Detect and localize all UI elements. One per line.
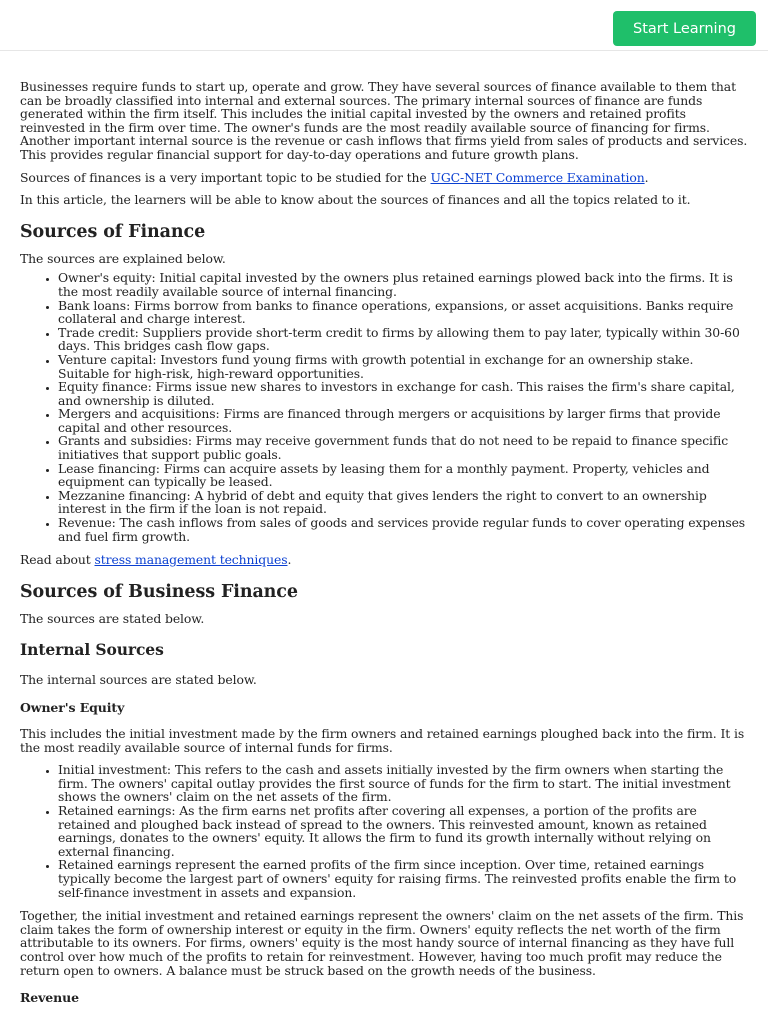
internal-sources-lead: The internal sources are stated below. <box>20 672 257 688</box>
sources-list <box>20 271 748 543</box>
read-about-paragraph <box>20 553 748 567</box>
intro-exam-end: . <box>644 169 649 185</box>
business-finance-heading: Sources of Business Finance <box>20 581 298 602</box>
ugc-net-link[interactable]: UGC-NET Commerce Examination <box>430 169 645 185</box>
intro-exam-text: Sources of finances is a very important topic to be studied for the <box>20 169 431 185</box>
read-about-end: . <box>287 552 292 568</box>
start-learning-button[interactable]: Start Learning <box>613 11 756 46</box>
list-item: • Trade credit: Suppliers provide short-term credit to firms by allowing them to pay later, typically within 30-60 days. This bridges cash flow gaps. <box>58 326 748 353</box>
list-item: • Retained earnings: As the firm earns net profits after covering all expenses, a portion of the profits are retained and ploughed back instead of spread to the owners. This reinvested amount, known as retained earnings, donates to the owners' equity. It allows the firm to fund its growth internally without relying on external financing. <box>58 804 748 858</box>
intro-article-paragraph: In this article, the learners will be able to know about the sources of finances and all the topics related to it. <box>20 192 691 208</box>
business-finance-lead: The sources are stated below. <box>20 610 205 626</box>
list-item: • Owner's equity: Initial capital invested by the owners plus retained earnings plowed back into the firms. It is the most readily available source of internal financing. <box>58 271 748 298</box>
list-item: • Retained earnings represent the earned profits of the firm since inception. Over time, retained earnings typically become the largest part of owners' equity for raising firms. The reinvested profits enable the firm to self-finance investment in assets and expansion. <box>58 858 748 899</box>
top-bar <box>0 0 768 51</box>
list-item: • Initial investment: This refers to the cash and assets initially invested by the firm owners when starting the firm. The owners' capital outlay provides the first source of funds for the firm to start. The initial investment shows the owners' claim on the net assets of the firm. <box>58 763 748 804</box>
internal-sources-heading: Internal Sources <box>20 640 164 660</box>
list-item: • Revenue: The cash inflows from sales of goods and services provide regular funds to cover operating expenses and fuel firm growth. <box>58 516 748 543</box>
list-item: • Mergers and acquisitions: Firms are financed through mergers or acquisitions by larger firms that provide capital and other resources. <box>58 407 748 434</box>
owners-equity-closing: Together, the initial investment and retained earnings represent the owners' claim on the net assets of the firm. This claim takes the form of ownership interest or equity in the firm. Owners' equity reflects the net worth of the firm attributable to its owners. For firms, owners' equity is the most handy source of internal financing as they have full control over how much of the profits to retain for reinvestment. However, having too much profit may reduce the return open to owners. A balance must be struck based on the growth needs of the business. <box>20 908 744 978</box>
owners-equity-heading: Owner's Equity <box>20 700 125 715</box>
read-about-text: Read about <box>20 552 95 568</box>
intro-exam-paragraph <box>20 171 748 185</box>
list-item: • Venture capital: Investors fund young firms with growth potential in exchange for an ownership stake. Suitable for high-risk, high-reward opportunities. <box>58 353 748 380</box>
owners-equity-lead: This includes the initial investment made by the firm owners and retained earnings ploughed back into the firm. It is the most readily available source of internal funds for firms. <box>20 726 745 755</box>
intro-paragraph: Businesses require funds to start up, operate and grow. They have several sources of finance available to them that can be broadly classified into internal and external sources. The primary internal sources of finance are funds generated within the firm itself. This includes the initial capital invested by the owners and retained profits reinvested in the firm over time. The owner's funds are the most readily available source of financing for firms. Another important internal source is the revenue or cash inflows that firms yield from sales of products and services. This provides regular financial support for day-to-day operations and future growth plans. <box>20 79 748 162</box>
article-body <box>20 80 748 1017</box>
stress-management-link[interactable]: stress management techniques <box>94 552 288 568</box>
revenue-heading: Revenue <box>20 990 79 1006</box>
list-item: • Equity finance: Firms issue new shares to investors in exchange for cash. This raises the firm's share capital, and ownership is diluted. <box>58 380 748 407</box>
list-item: • Lease financing: Firms can acquire assets by leasing them for a monthly payment. Property, vehicles and equipment can typically be leased. <box>58 462 748 489</box>
list-item: • Grants and subsidies: Firms may receive government funds that do not need to be repaid to finance specific initiatives that support public goals. <box>58 434 748 461</box>
sources-of-finance-heading: Sources of Finance <box>20 221 206 242</box>
sources-lead: The sources are explained below. <box>20 250 226 266</box>
list-item: • Bank loans: Firms borrow from banks to finance operations, expansions, or asset acquisitions. Banks require collateral and charge interest. <box>58 299 748 326</box>
owners-equity-list <box>20 763 748 899</box>
list-item: • Mezzanine financing: A hybrid of debt and equity that gives lenders the right to convert to an ownership interest in the firm if the loan is not repaid. <box>58 489 748 516</box>
